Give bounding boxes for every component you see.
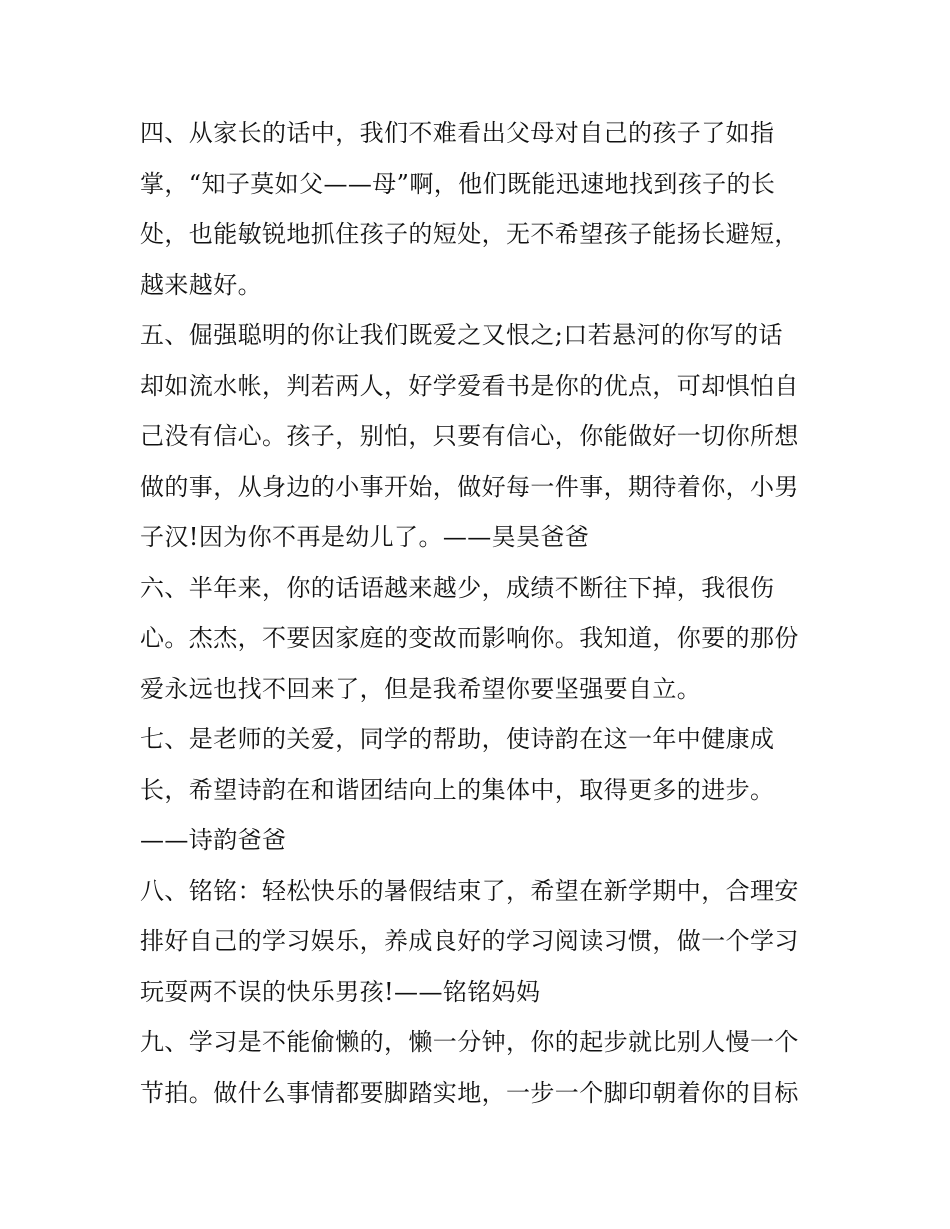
text-line: 长，希望诗韵在和谐团结向上的集体中，取得更多的进步。: [140, 775, 775, 804]
text-line: 越来越好。: [140, 270, 262, 299]
text-line: 处，也能敏锐地抓住孩子的短处，无不希望孩子能扬长避短，: [140, 220, 799, 248]
text-line: 节拍。做什么事情都要脚踏实地，一步一个脚印朝着你的目标: [140, 1078, 799, 1107]
text-line: 却如流水帐，判若两人，好学爱看书是你的优点，可却惧怕自: [140, 371, 799, 400]
text-line: 做的事，从身边的小事开始，做好每一件事，期待着你，小男: [140, 472, 799, 501]
text-line: 四、从家长的话中，我们不难看出父母对自己的孩子了如指: [140, 119, 775, 147]
text-line: 九、学习是不能偷懒的，懒一分钟，你的起步就比别人慢一个: [140, 1028, 799, 1056]
text-line: 五、倔强聪明的你让我们既爱之又恨之;口若悬河的你写的话: [140, 321, 783, 349]
document-body: [140, 108, 812, 1118]
text-line: 玩耍两不误的快乐男孩!——铭铭妈妈: [140, 977, 541, 1006]
text-line: 排好自己的学习娱乐，养成良好的学习阅读习惯，做一个学习: [140, 927, 799, 955]
text-line: 爱永远也找不回来了，但是我希望你要坚强要自立。: [140, 674, 702, 703]
text-line: 己没有信心。孩子，别怕，只要有信心，你能做好一切你所想: [140, 422, 799, 450]
text-line: 子汉!因为你不再是幼儿了。——昊昊爸爸: [140, 523, 590, 551]
text-line: 掌，“知子莫如父——母”啊，他们既能迅速地找到孩子的长: [140, 169, 776, 198]
text-line: 八、铭铭：轻松快乐的暑假结束了，希望在新学期中，合理安: [140, 876, 799, 905]
text-line: ——诗韵爸爸: [140, 826, 287, 854]
text-line: 六、半年来，你的话语越来越少，成绩不断往下掉，我很伤: [140, 573, 775, 602]
text-line: 七、是老师的关爱，同学的帮助，使诗韵在这一年中健康成: [140, 725, 775, 753]
text-line: 心。杰杰，不要因家庭的变故而影响你。我知道，你要的那份: [140, 624, 799, 652]
